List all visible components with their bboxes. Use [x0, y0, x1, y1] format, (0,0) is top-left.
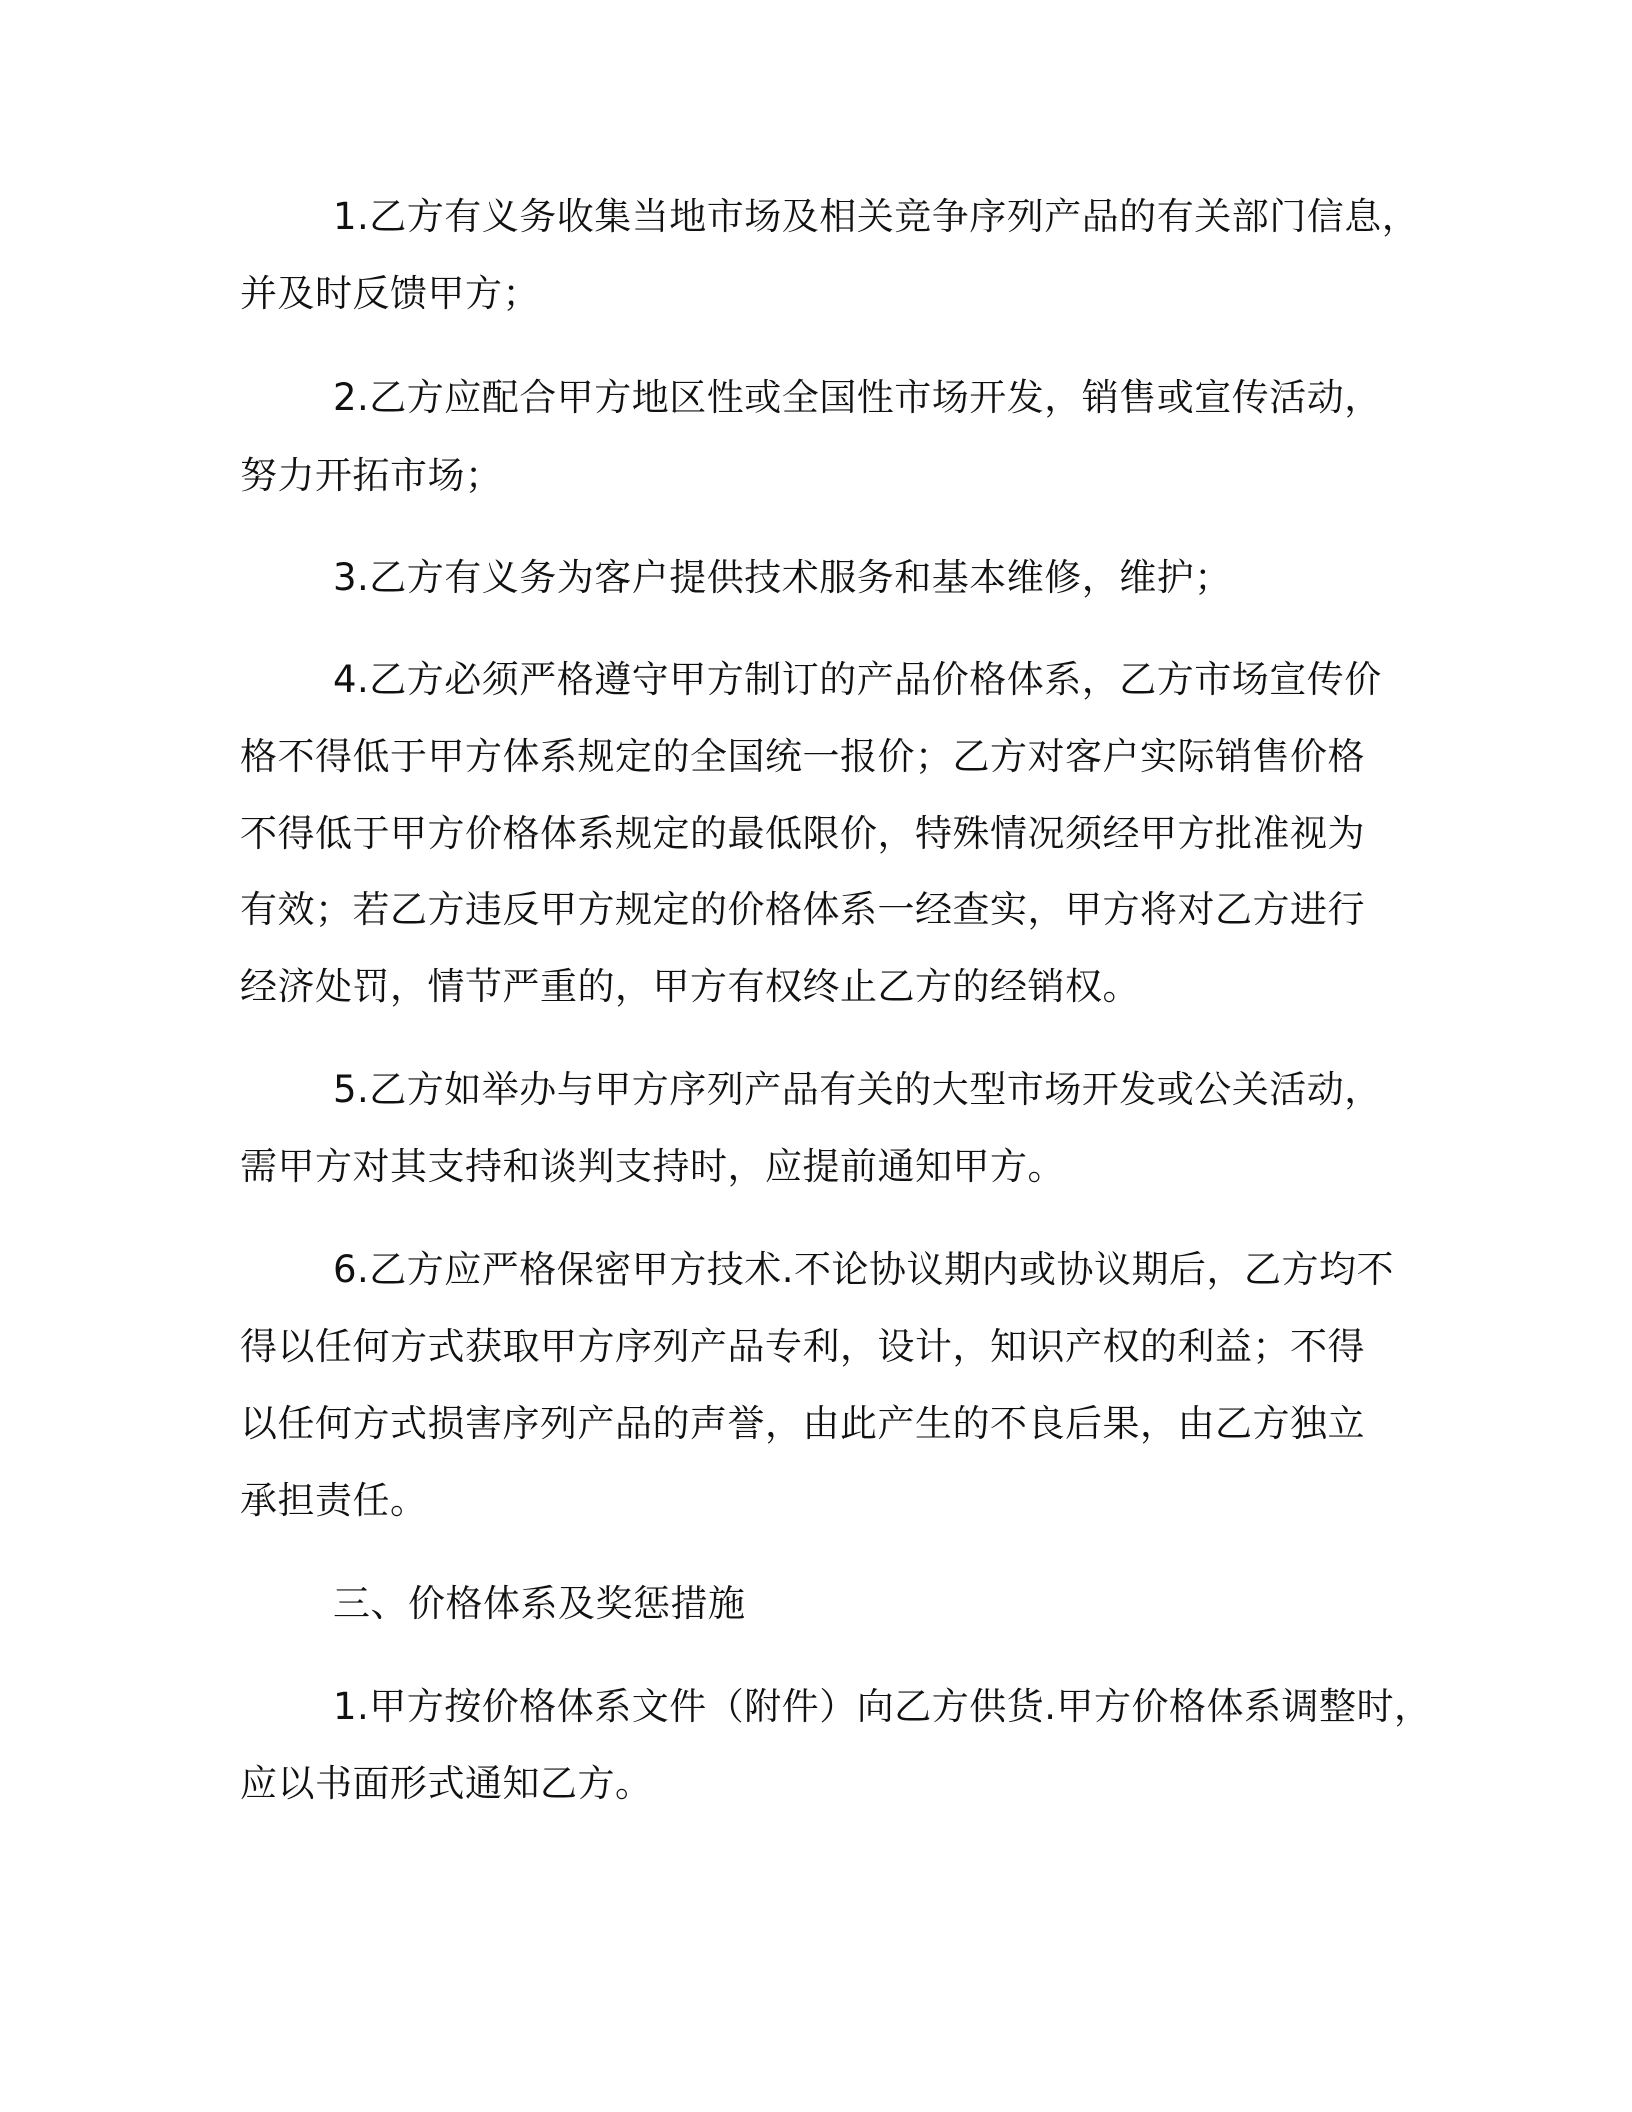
text-line: 并及时反馈甲方；	[240, 272, 540, 315]
text-line: 需甲方对其支持和谈判支持时，应提前通知甲方。	[240, 1145, 1065, 1188]
text-line: 格不得低于甲方体系规定的全国统一报价；乙方对客户实际销售价格	[240, 735, 1365, 778]
section-heading: 三、价格体系及奖惩措施	[333, 1582, 746, 1625]
text-line: 1.乙方有义务收集当地市场及相关竞争序列产品的有关部门信息，	[333, 195, 1420, 238]
text-line: 不得低于甲方价格体系规定的最低限价，特殊情况须经甲方批准视为	[240, 812, 1365, 855]
text-line: 有效；若乙方违反甲方规定的价格体系一经查实，甲方将对乙方进行	[240, 888, 1365, 931]
text-line: 经济处罚，情节严重的，甲方有权终止乙方的经销权。	[240, 965, 1140, 1008]
text-line: 5.乙方如举办与甲方序列产品有关的大型市场开发或公关活动，	[333, 1068, 1382, 1111]
text-line: 4.乙方必须严格遵守甲方制订的产品价格体系，乙方市场宣传价	[333, 658, 1382, 701]
text-line: 以任何方式损害序列产品的声誉，由此产生的不良后果，由乙方独立	[240, 1402, 1365, 1445]
text-line: 1.甲方按价格体系文件（附件）向乙方供货.甲方价格体系调整时，	[333, 1685, 1432, 1728]
text-line: 3.乙方有义务为客户提供技术服务和基本维修，维护；	[333, 556, 1232, 599]
text-line: 得以任何方式获取甲方序列产品专利，设计，知识产权的利益；不得	[240, 1325, 1365, 1368]
text-line: 应以书面形式通知乙方。	[240, 1762, 653, 1805]
text-line: 承担责任。	[240, 1479, 428, 1522]
text-line: 6.乙方应严格保密甲方技术.不论协议期内或协议期后，乙方均不	[333, 1248, 1395, 1291]
text-line: 2.乙方应配合甲方地区性或全国性市场开发，销售或宣传活动，	[333, 376, 1382, 419]
text-line: 努力开拓市场；	[240, 454, 503, 497]
